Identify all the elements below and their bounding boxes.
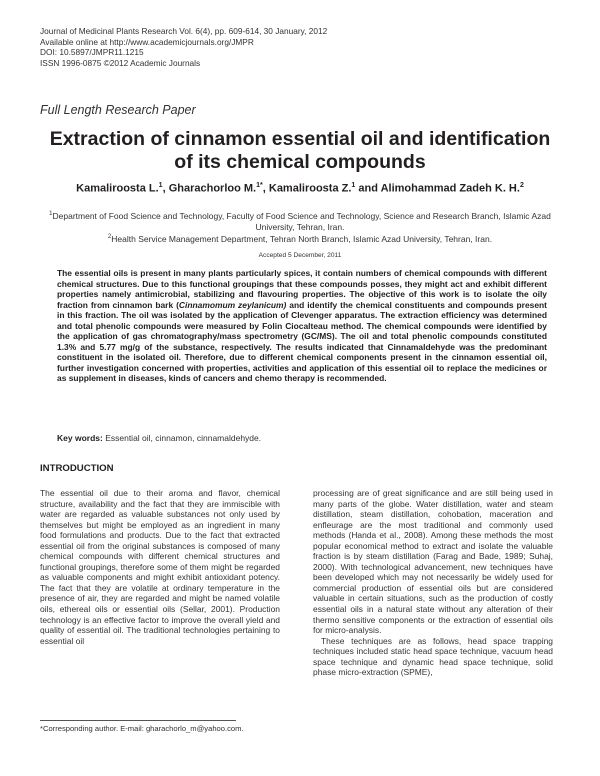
corresponding-author-mark: *	[260, 182, 263, 189]
corresponding-author-footnote: *Corresponding author. E-mail: gharachorlo_m@yahoo.com.	[40, 724, 244, 733]
affiliation-1: $^1$Department of Food Science and Technology, Faculty of Food Science and Technology, Science and Research Branch, Islamic Azad University, Tehran, Iran.	[49, 210, 551, 232]
right-column	[313, 488, 553, 678]
journal-online-link[interactable]: Available online at http://www.academicjournals.org/JMPR	[40, 36, 254, 47]
author-conjunction: and	[355, 182, 381, 195]
paper-title-line-2: of its chemical compounds	[174, 151, 426, 173]
author-name: Alimohammad Zadeh K. H.	[380, 182, 520, 195]
paragraph: The essential oil due to their aroma and flavor, chemical structure, availability and the fact that they are immiscible with water are regarded as valuable substances not only used by themselves but might be employed as an ingredient in many food formulations and products. Due to the fact that extracted essential oil from the original substances is composed of many chemical compounds with different chemical structures and functional groupings, therefore some of them might be regarded as valuable components and might exhibit antioxidant potency. The fact that they are volatile at ordinary temperature in the presence of air, they are regarded and might be named volatile oils, ethereal oils or essential oils (Sellar, 2001). Production technology is an effective factor to improve the overall yield and quality of essential oil. The traditional technologies pertaining to essential oil	[40, 488, 280, 646]
author-affiliation-mark: 1*	[256, 182, 263, 189]
journal-header	[40, 26, 327, 68]
article-type-label: Full Length Research Paper	[40, 103, 196, 117]
author-name: Kamaliroosta L.	[76, 182, 159, 195]
paragraph: processing are of great significance and are still being used in many parts of the globe. Water distillation, water and steam distillation, steam distillation, cohobation, maceration and enfleurage are the most traditional and commonly used methods (Handa et al., 2008). Among these methods the most popular economical method to extract and isolate the valuable fraction is by steam distillation (Farag and Bade, 1989; Suhaj, 2000). With technological advancement, new techniques have been developed which may not necessarily be widely used for commercial production of essential oils but are considered valuable in certain situations, such as the production of costly essential oils in a natural state without any alteration of their thermo sensitive components or the extraction of essential oils for micro-analysis.	[313, 488, 553, 636]
author-name: Kamaliroosta Z.	[268, 182, 352, 195]
journal-citation: Journal of Medicinal Plants Research Vol. 6(4), pp. 609-614, 30 January, 2012	[40, 26, 328, 36]
accepted-date: Accepted 5 December, 2011	[258, 252, 342, 259]
paper-title-line-1: Extraction of cinnamon essential oil and identification	[49, 128, 551, 150]
footnote-divider	[40, 720, 236, 721]
journal-issn: ISSN 1996-0875 ©2012 Academic Journals	[40, 57, 201, 68]
paragraph: These techniques are as follows, head space trapping techniques included static head space technique, vacuum head space technique and dynamic head space technique, solid phase micro-extraction (SPME),	[313, 635, 553, 678]
abstract: The essential oils is present in many plants particularly spices, it contain numbers of chemical compounds with different chemical structures. Due to this functional groupings that these compounds posses, they might act and exhibit different properties namely antimicrobial, stabilizing and flavouring properties. The objective of this work is to isolate the oily fraction from cinnamon bark (Cinnamomum zeylanicum) and identify the chemical constituents and compounds present in this fraction. The oil was isolated by the application of Clevenger apparatus. The extraction efficiency was determined and total phenolic compounds were measured by Folin Ciocalteau method. The chemical compounds were identified by the application of gas chromatography/mass spectrometry (GC/MS). The oil and total phenolic compounds constituted 1.3% and 5.77 mg/g of the substance, respectively. The results indicated that Cinnamaldehyde was the predominant constituent in the isolated oil. Therefore, due to different chemical components present in the cinnamon essential oil, further investigation concerned with properties, activities and application of this essential oil to replace the medicines or as supplement in diseases, kinds of cancers and chemo therapy is recommended.	[57, 268, 547, 384]
keywords	[57, 433, 547, 443]
journal-doi: DOI: 10.5897/JMPR11.1215	[40, 47, 144, 58]
species-name: Cinnamomum zeylanicum)	[178, 299, 287, 310]
author-separator: ,	[262, 182, 269, 195]
author-affiliation-mark: 1	[158, 182, 163, 189]
affiliation-2: $^2$Health Service Management Department, Tehran North Branch, Islamic Azad University, Tehran, Iran.	[107, 234, 493, 245]
author-affiliation-mark: 2	[519, 182, 524, 189]
left-column	[40, 488, 280, 646]
author-name: Gharachorloo M.	[168, 182, 257, 195]
affiliation-list	[40, 209, 560, 245]
keywords-label: Key words:	[57, 433, 103, 443]
section-heading-introduction: INTRODUCTION	[40, 463, 114, 474]
author-separator: ,	[162, 182, 169, 195]
paper-title	[40, 128, 560, 174]
keywords-text: Essential oil, cinnamon, cinnamaldehyde.	[102, 433, 262, 443]
author-list	[40, 182, 560, 195]
author-affiliation-mark: 1	[351, 182, 356, 189]
